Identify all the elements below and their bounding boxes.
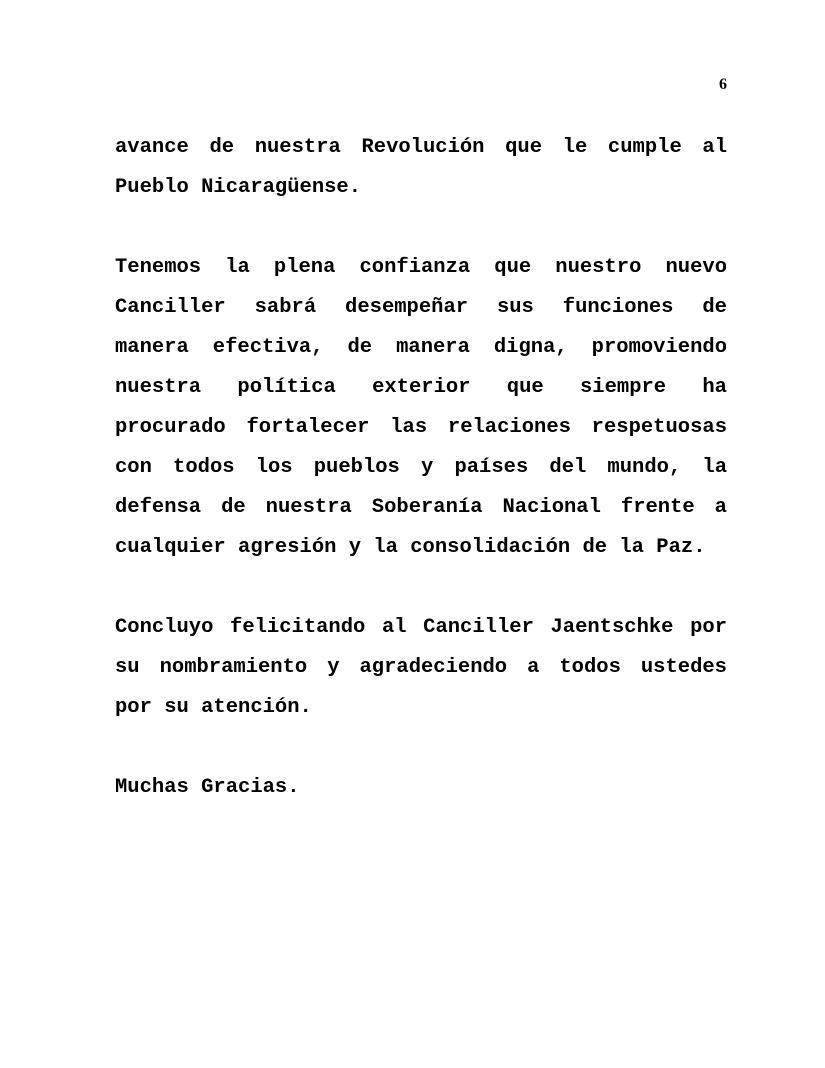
paragraph-conclusion: Concluyo felicitando al Canciller Jaentschke por su nombramiento y agradeciendo a todos ustedes por su atención. xyxy=(115,616,727,719)
page-number: 6 xyxy=(719,76,727,93)
document-body xyxy=(115,128,727,808)
paragraph-confidence: Tenemos la plena confianza que nuestro nuevo Canciller sabrá desempeñar sus funciones de manera efectiva, de manera digna, promoviendo nuestra política exterior que siempre ha procurado fortalecer las relaciones respetuosas con todos los pueblos y países del mundo, la defensa de nuestra Soberanía Nacional frente a cualquier agresión y la consolidación de la Paz. xyxy=(115,256,727,559)
paragraph-revolution: avance de nuestra Revolución que le cumple al Pueblo Nicaragüense. xyxy=(115,136,727,199)
paragraph-thanks: Muchas Gracias. xyxy=(115,776,300,799)
